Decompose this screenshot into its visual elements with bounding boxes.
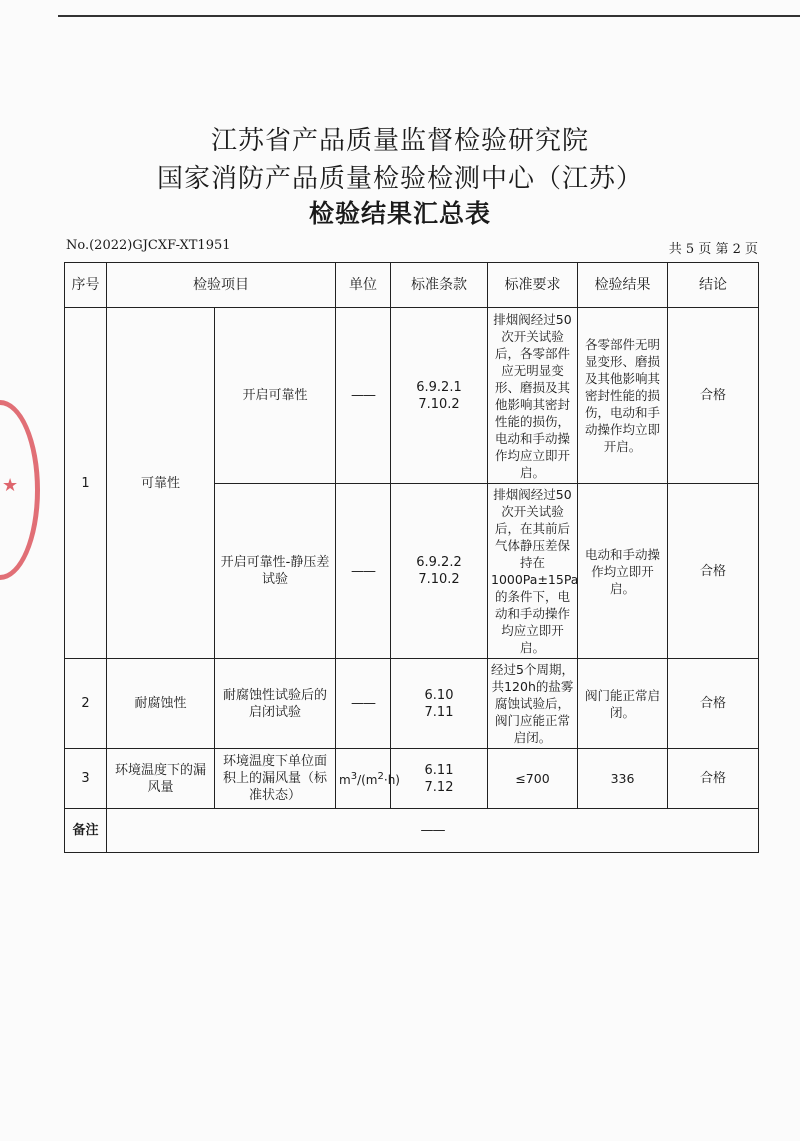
unit-cell: —— [336, 308, 391, 484]
header-conclusion: 结论 [668, 263, 759, 308]
unit-superscript: 2 [377, 771, 384, 782]
result-cell: 各零部件无明显变形、磨损及其他影响其密封性能的损伤，电动和手动操作均立即开启。 [578, 308, 668, 484]
unit-part: ·h) [383, 773, 400, 787]
header-clause: 标准条款 [391, 263, 488, 308]
requirement-cell: 排烟阀经过50次开关试验后，在其前后气体静压差保持在1000Pa±15Pa的条件下，电动和手动操作均应立即开启。 [488, 484, 578, 659]
seq-cell: 1 [65, 308, 107, 659]
clause-line: 6.9.2.1 [416, 379, 462, 395]
requirement-cell: 排烟阀经过50次开关试验后，各零部件应无明显变形、磨损及其他影响其密封性能的损伤，电动和手动操作均应立即开启。 [488, 308, 578, 484]
document-title: 检验结果汇总表 [308, 199, 491, 228]
remark-value: —— [107, 809, 759, 853]
unit-cell: —— [336, 484, 391, 659]
result-cell: 电动和手动操作均立即开启。 [578, 484, 668, 659]
item-cell: 开启可靠性 [215, 308, 336, 484]
seal-star-icon: ★ [2, 475, 19, 496]
institute-title: 江苏省产品质量监督检验研究院 [210, 126, 589, 156]
unit-cell: —— [336, 659, 391, 749]
header-result: 检验结果 [578, 263, 668, 308]
header-requirement: 标准要求 [488, 263, 578, 308]
result-cell: 阀门能正常启闭。 [578, 659, 668, 749]
seq-cell: 2 [65, 659, 107, 749]
conclusion-cell: 合格 [668, 749, 759, 809]
header-unit: 单位 [336, 263, 391, 308]
header-item: 检验项目 [107, 263, 336, 308]
unit-part: m [339, 773, 351, 787]
item-cell: 耐腐蚀性试验后的启闭试验 [215, 659, 336, 749]
requirement-cell: ≤700 [488, 749, 578, 809]
table-row [65, 749, 759, 809]
report-number: No.(2022)GJCXF-XT1951 [66, 238, 231, 253]
unit-part: /(m [357, 773, 378, 787]
group-cell: 可靠性 [107, 308, 215, 659]
center-title: 国家消防产品质量检验检测中心（江苏） [156, 164, 643, 194]
table-header-row [65, 263, 759, 308]
table-row [65, 659, 759, 749]
seq-cell: 3 [65, 749, 107, 809]
clause-line: 6.10 [424, 687, 454, 703]
unit-superscript: 3 [350, 771, 358, 782]
top-rule [58, 15, 800, 17]
results-table [64, 262, 759, 853]
clause-line: 7.11 [424, 704, 454, 720]
remark-row [65, 809, 759, 853]
unit-cell [336, 749, 400, 809]
clause-line: 7.10.2 [418, 572, 460, 587]
header-seq: 序号 [65, 263, 107, 308]
clause-line: 7.10.2 [418, 396, 460, 412]
clause-line: 6.9.2.2 [416, 555, 462, 570]
conclusion-cell: 合格 [668, 659, 759, 749]
item-cell: 环境温度下单位面积上的漏风量（标准状态） [215, 749, 336, 809]
table-row [65, 308, 759, 484]
clause-line: 7.12 [424, 779, 454, 795]
conclusion-cell: 合格 [668, 484, 759, 659]
group-cell: 环境温度下的漏风量 [107, 749, 215, 809]
result-cell: 336 [578, 749, 668, 809]
clause-cell [391, 308, 488, 484]
group-cell: 耐腐蚀性 [107, 659, 215, 749]
item-cell: 开启可靠性-静压差试验 [215, 484, 336, 659]
remark-label: 备注 [65, 809, 107, 853]
page-info: 共 5 页 第 2 页 [668, 242, 758, 257]
clause-line: 6.11 [424, 762, 454, 778]
clause-cell [391, 659, 488, 749]
clause-cell [391, 484, 488, 659]
requirement-cell: 经过5个周期，共120h的盐雾腐蚀试验后，阀门应能正常启闭。 [488, 659, 578, 749]
conclusion-cell: 合格 [668, 308, 759, 484]
clause-cell [391, 749, 488, 809]
